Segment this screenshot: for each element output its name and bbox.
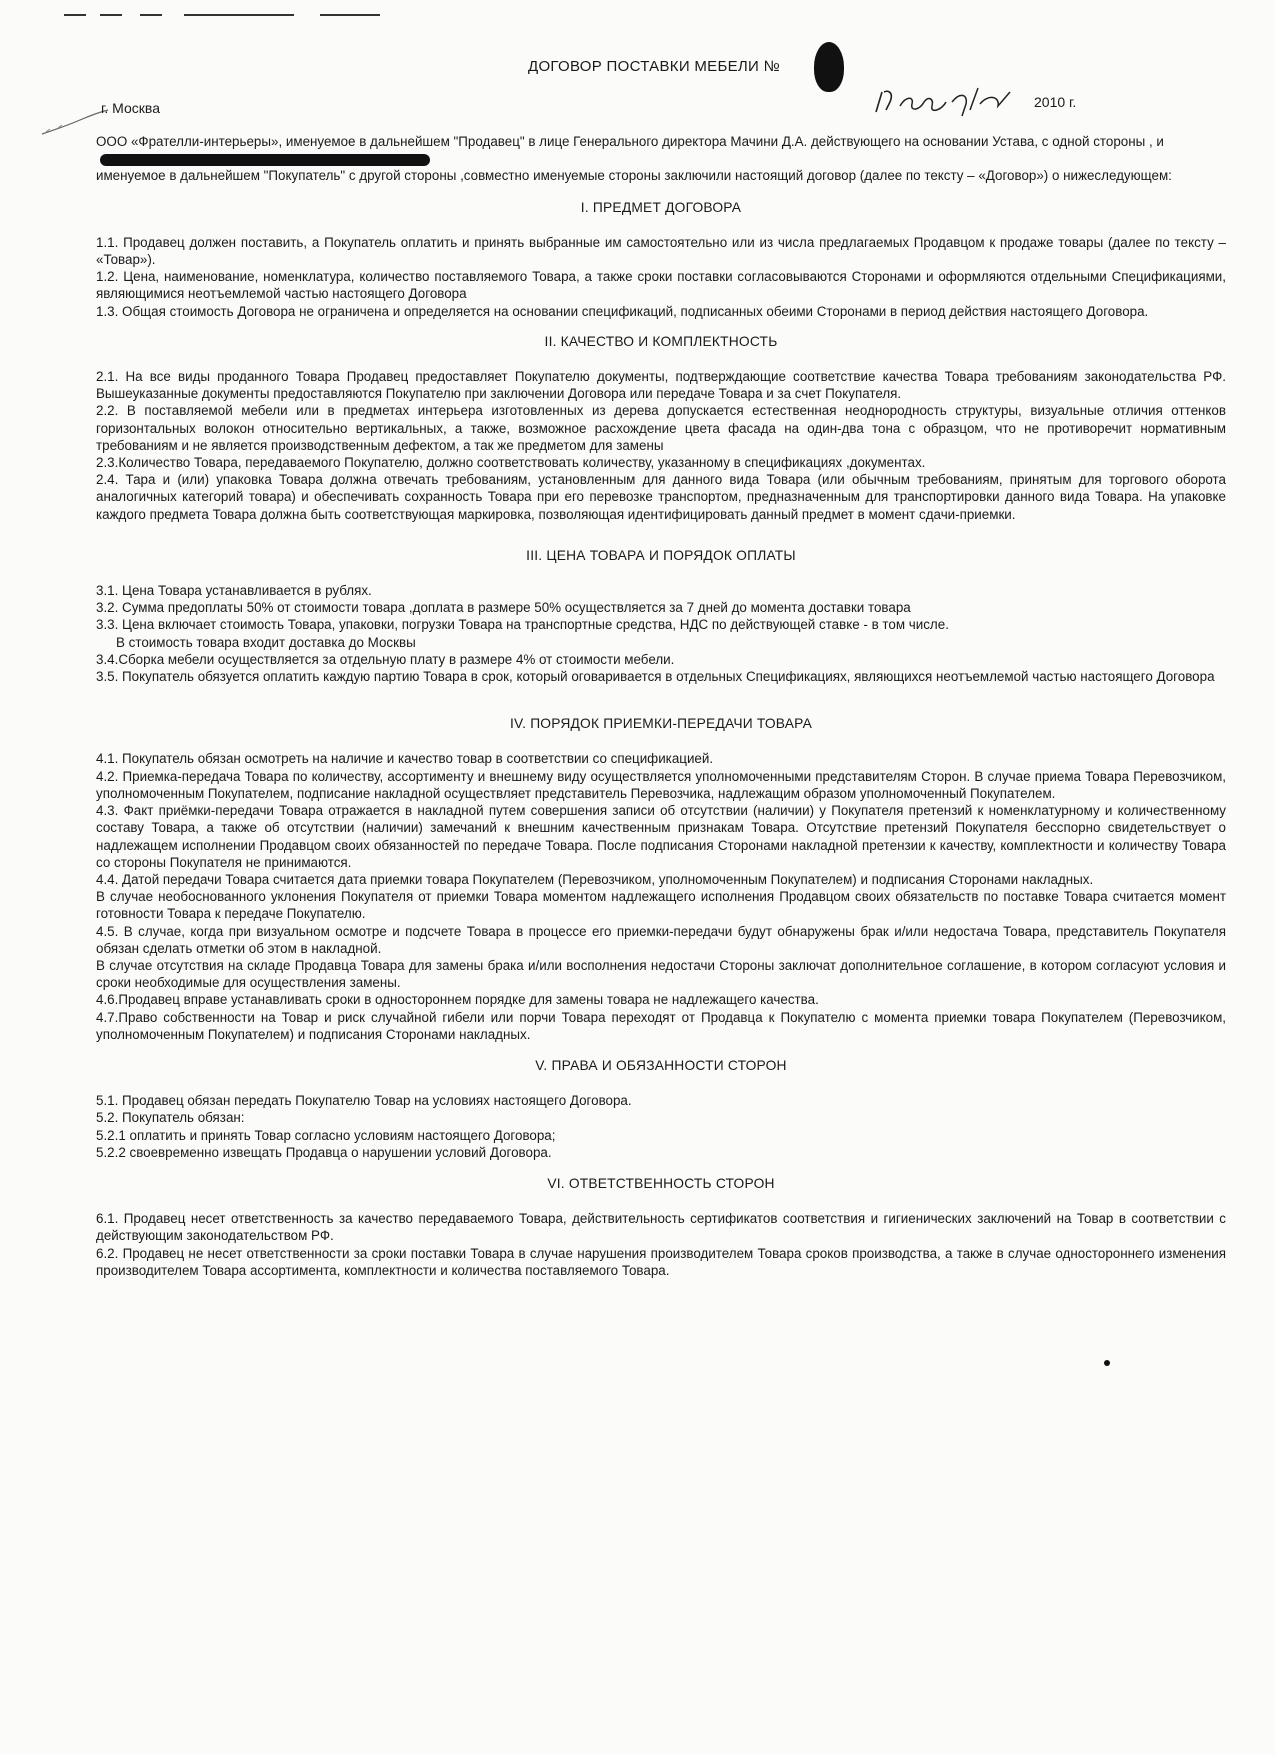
clause: 2.4. Тара и (или) упаковка Товара должна отвечать требованиям, установленным для данного вида Товара (или обычным требованиям, принятым для торгового оборота аналогичных категорий товара) и обеспечивать сохранность Товара при его перевозке транспортом, предназначенным для транспортировки данного вида Товара. На упаковке каждого предмета Товара должна быть соответствующая маркировка, позволяющая идентифицировать данный предмет в момент сдачи-приемки. bbox=[96, 472, 1226, 522]
section-items bbox=[96, 750, 1226, 1042]
redacted-number bbox=[814, 42, 844, 92]
scan-artifact bbox=[320, 14, 380, 16]
clause: 5.2.2 своевременно извещать Продавца о нарушении условий Договора. bbox=[96, 1144, 552, 1160]
clause: 6.2. Продавец не несет ответственности за сроки поставки Товара в случае нарушения производителем Товара сроков производства, а также в случае одностороннего изменения производителем Товара ассортимента, комплектности и количества поставляемого Товара. bbox=[96, 1245, 1226, 1278]
section-title: IV. ПОРЯДОК ПРИЕМКИ-ПЕРЕДАЧИ ТОВАРА bbox=[509, 716, 813, 732]
document-city: г. Москва bbox=[101, 100, 160, 116]
clause: 4.1. Покупатель обязан осмотреть на наличие и качество товар в соответствии со спецификацией. bbox=[96, 751, 714, 767]
preamble bbox=[96, 133, 1226, 185]
clause: 5.2. Покупатель обязан: bbox=[96, 1110, 245, 1126]
section-items bbox=[96, 582, 1226, 685]
document-title: ДОГОВОР ПОСТАВКИ МЕБЕЛИ № bbox=[528, 58, 780, 75]
clause: В стоимость товара входит доставка до Москвы bbox=[116, 634, 416, 650]
redacted-buyer bbox=[100, 154, 430, 166]
clause: 4.4. Датой передачи Товара считается дата приемки товара Покупателем (Перевозчиком, уполномоченным Покупателем) и подписания Сторонами накладных. bbox=[96, 871, 1094, 887]
contract-body bbox=[96, 133, 1226, 1279]
clause: 3.5. Покупатель обязуется оплатить каждую партию Товара в срок, который оговаривается в отдельных Спецификациях, являющихся неотъемлемой частью настоящего Договора bbox=[96, 669, 1215, 685]
scan-dot bbox=[1104, 1360, 1110, 1366]
scan-artifact bbox=[140, 14, 162, 16]
scan-artifact bbox=[184, 14, 294, 16]
handwritten-date bbox=[870, 82, 1020, 122]
clause: 1.3. Общая стоимость Договора не ограничена и определяется на основании спецификаций, подписанных обеими Сторонами в период действия настоящего Договора. bbox=[96, 303, 1149, 319]
contract-year: 2010 г. bbox=[1034, 94, 1077, 110]
section-items bbox=[96, 368, 1226, 523]
clause: 4.3. Факт приёмки-передачи Товара отражается в накладной путем совершения записи об отсутствии (наличии) у Покупателя претензий к номенклатурному и количественному составу Товара, а также об отсутствии (наличии) замечаний к внешним качественным признакам Товара. Отсутствие претензий Покупателя бесспорно свидетельствует о надлежащем исполнении Продавцом своих обязанностей по передаче Товара. После подписания Сторонами накладной претензии к качеству, комплектности и количеству Товара со стороны Покупателя не принимаются. bbox=[96, 803, 1226, 870]
clause: 4.7.Право собственности на Товар и риск случайной гибели или порчи Товара переходят от Продавца к Покупателю с момента приемки товара Покупателем (Перевозчиком, уполномоченным Покупателем) и подписания Сторонами накладных. bbox=[96, 1009, 1226, 1042]
section-items bbox=[96, 234, 1226, 320]
preamble-part2: именуемое в дальнейшем "Покупатель" с другой стороны ,совместно именуемые стороны заключили настоящий договор (далее по тексту – «Договор») о нижеследующем: bbox=[96, 168, 1172, 184]
section-title: II. КАЧЕСТВО И КОМПЛЕКТНОСТЬ bbox=[544, 333, 778, 349]
clause: 4.5. В случае, когда при визуальном осмотре и подсчете Товара в процессе его приемки-передачи будут обнаружены брак и/или недостача Товара, представитель Покупателя обязан сделать отметки об этом в накладной. bbox=[96, 923, 1226, 956]
section-title: VI. ОТВЕТСТВЕННОСТЬ СТОРОН bbox=[547, 1175, 775, 1191]
clause: 3.4.Сборка мебели осуществляется за отдельную плату в размере 4% от стоимости мебели. bbox=[96, 651, 675, 667]
clause: 1.2. Цена, наименование, номенклатура, количество поставляемого Товара, а также сроки поставки согласовываются Сторонами и оформляются отдельными Спецификациями, являющимися неотъемлемой частью настоящего Договора bbox=[96, 269, 1226, 302]
clause: 2.3.Количество Товара, передаваемого Покупателю, должно соответствовать количеству, указанному в спецификациях ,документах. bbox=[96, 455, 926, 471]
clause: 2.1. На все виды проданного Товара Продавец предоставляет Покупателю документы, подтверждающие соответствие качества Товара требованиям законодательства РФ. Вышеуказанные документы предоставляются Покупателю при заключении Договора или передаче Товара и за счет Покупателя. bbox=[96, 369, 1226, 402]
section-items bbox=[96, 1092, 1226, 1161]
scan-artifact bbox=[100, 14, 122, 16]
clause: В случае необоснованного уклонения Покупателя от приемки Товара моментом надлежащего исполнения Продавцом своих обязательств по поставке Товара считается момент готовности Товара к передаче Покупателю. bbox=[96, 889, 1226, 922]
clause: 4.2. Приемка-передача Товара по количеству, ассортименту и внешнему виду осуществляется уполномоченными представителям Сторон. В случае приема Товара Перевозчиком, уполномоченным Покупателем, подписание накладной осуществляет представитель Перевозчика, надлежащим образом уполномоченный Покупателем. bbox=[96, 768, 1226, 801]
section-title: V. ПРАВА И ОБЯЗАННОСТИ СТОРОН bbox=[535, 1057, 787, 1073]
clause: 3.1. Цена Товара устанавливается в рублях. bbox=[96, 583, 372, 599]
section-items bbox=[96, 1210, 1226, 1279]
clause: 1.1. Продавец должен поставить, а Покупатель оплатить и принять выбранные им самостоятельно или из числа предлагаемых Продавцом к продаже товары (далее по тексту – «Товар»). bbox=[96, 234, 1226, 268]
clause: 6.1. Продавец несет ответственность за качество передаваемого Товара, действительность сертификатов соответствия и гигиенических заключений на Товар в соответствии с действующим законодательством РФ. bbox=[96, 1211, 1226, 1244]
scan-artifact bbox=[64, 14, 86, 16]
clause: В случае отсутствия на складе Продавца Товара для замены брака и/или восполнения недостачи Стороны заключат дополнительное соглашение, в котором согласуют условия и сроки необходимые для осуществления замены. bbox=[96, 957, 1226, 991]
clause: 3.3. Цена включает стоимость Товара, упаковки, погрузки Товара на транспортные средства, НДС по действующей ставке - в том числе. bbox=[96, 617, 949, 633]
preamble-part1: ООО «Фрателли-интерьеры», именуемое в дальнейшем "Продавец" в лице Генерального директора Мачини Д.А. действующего на основании Устава, с одной стороны , и bbox=[96, 133, 1226, 167]
clause: 4.6.Продавец вправе устанавливать сроки в одностороннем порядке для замены товара не надлежащего качества. bbox=[96, 992, 819, 1008]
section-title: I. ПРЕДМЕТ ДОГОВОРА bbox=[580, 199, 742, 215]
clause: 5.1. Продавец обязан передать Покупателю Товар на условиях настоящего Договора. bbox=[96, 1093, 632, 1109]
section-title: III. ЦЕНА ТОВАРА И ПОРЯДОК ОПЛАТЫ bbox=[526, 547, 796, 563]
clause: 2.2. В поставляемой мебели или в предметах интерьера изготовленных из дерева допускается естественная неоднородность структуры, визуальные отличия оттенков горизонтальных волокон относительно вертикальных, а также, возможное расхождение цвета фасада на один-два тона с образцом, что не противоречит нормативным требованиям и не является производственным дефектом, а так же предметом для замены bbox=[96, 403, 1226, 453]
clause: 5.2.1 оплатить и принять Товар согласно условиям настоящего Договора; bbox=[96, 1127, 556, 1143]
clause: 3.2. Сумма предоплаты 50% от стоимости товара ,доплата в размере 50% осуществляется за 7 дней до момента доставки товара bbox=[96, 600, 911, 616]
